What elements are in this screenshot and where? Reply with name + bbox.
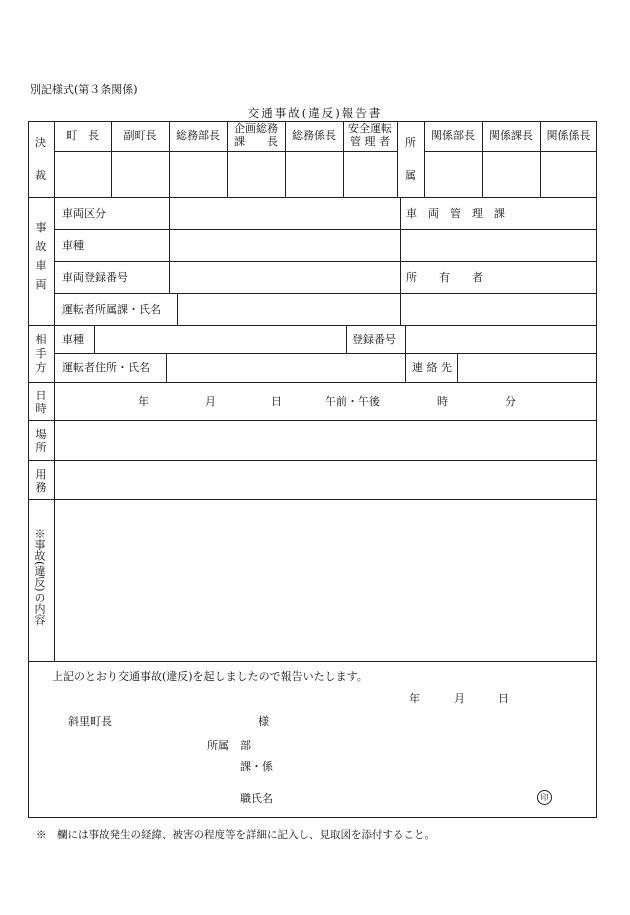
other-party-driver-address-label: 運転者住所・氏名 — [62, 361, 150, 374]
other-party-section-label: 相 手 方 — [35, 333, 47, 374]
approval-col-general-affairs-section-chief: 総務係長 — [292, 128, 336, 142]
other-party-model-label: 車種 — [62, 333, 84, 346]
datetime-minute-label: 分 — [505, 395, 516, 408]
vehicle-type-class-label: 車両区分 — [62, 207, 106, 220]
report-statement: 上記のとおり交通事故(違反)を起しましたので報告いたします。 — [52, 670, 368, 683]
vehicle-section-label: 事 故 車 両 — [35, 221, 47, 291]
approval-col-deputy-mayor: 副町長 — [123, 128, 157, 142]
approval-col-safe-driving-manager: 安全運転 管 理 者 — [348, 122, 392, 148]
vehicle-model-label: 車種 — [62, 239, 84, 252]
affiliation-col-manager: 関係課長 — [489, 128, 533, 142]
vehicle-mgmt-dept-label: 車 両 管 理 課 — [406, 207, 505, 220]
report-affiliation-dept: 所属 部 — [207, 739, 251, 752]
affiliation-col-director: 関係部長 — [431, 128, 475, 142]
report-date-month: 月 — [454, 692, 465, 705]
affiliation-col-chief: 関係係長 — [546, 128, 591, 142]
form-title: 交通事故(違反)報告書 — [247, 106, 383, 120]
affiliation-label-top: 所 — [405, 136, 416, 149]
report-section: 課・係 — [240, 760, 273, 773]
datetime-month-label: 月 — [205, 395, 216, 408]
vehicle-registration-label: 車両登録番号 — [62, 271, 128, 284]
form-border — [28, 121, 597, 818]
approval-label-bottom: 裁 — [35, 169, 46, 182]
report-honorific: 様 — [258, 715, 269, 728]
datetime-year-label: 年 — [138, 395, 149, 408]
other-party-contact-label: 連 絡 先 — [412, 361, 452, 374]
approval-col-planning-chief: 企画総務 課 長 — [234, 122, 278, 148]
vehicle-owner-label: 所 有 者 — [406, 271, 483, 284]
report-date-day: 日 — [498, 692, 509, 705]
content-section-label: ※事故(違反)の内容 — [33, 528, 46, 625]
approval-col-mayor: 町 長 — [66, 128, 99, 142]
report-date-year: 年 — [409, 692, 420, 705]
form-note: 別記様式(第３条関係) — [30, 83, 138, 96]
approval-label-top: 決 — [35, 136, 46, 149]
place-section-label: 場 所 — [35, 428, 47, 454]
vehicle-driver-dept-label: 運転者所属課・氏名 — [62, 303, 161, 316]
report-name-label: 職氏名 — [240, 792, 273, 805]
report-addressee: 斜里町長 — [68, 715, 112, 728]
datetime-ampm-label: 午前・午後 — [325, 395, 380, 408]
datetime-day-label: 日 — [271, 395, 282, 408]
other-party-registration-label: 登録番号 — [352, 333, 396, 346]
footnote: ※ 欄には事故発生の経緯、被害の程度等を詳細に記入し、見取図を添付すること。 — [36, 829, 435, 841]
approval-col-general-affairs-director: 総務部長 — [176, 128, 220, 142]
affiliation-label-bottom: 属 — [405, 169, 416, 182]
seal-mark: 印 — [537, 790, 552, 805]
datetime-section-label: 日 時 — [35, 389, 47, 415]
business-section-label: 用 務 — [35, 468, 47, 494]
datetime-hour-label: 時 — [437, 395, 448, 408]
